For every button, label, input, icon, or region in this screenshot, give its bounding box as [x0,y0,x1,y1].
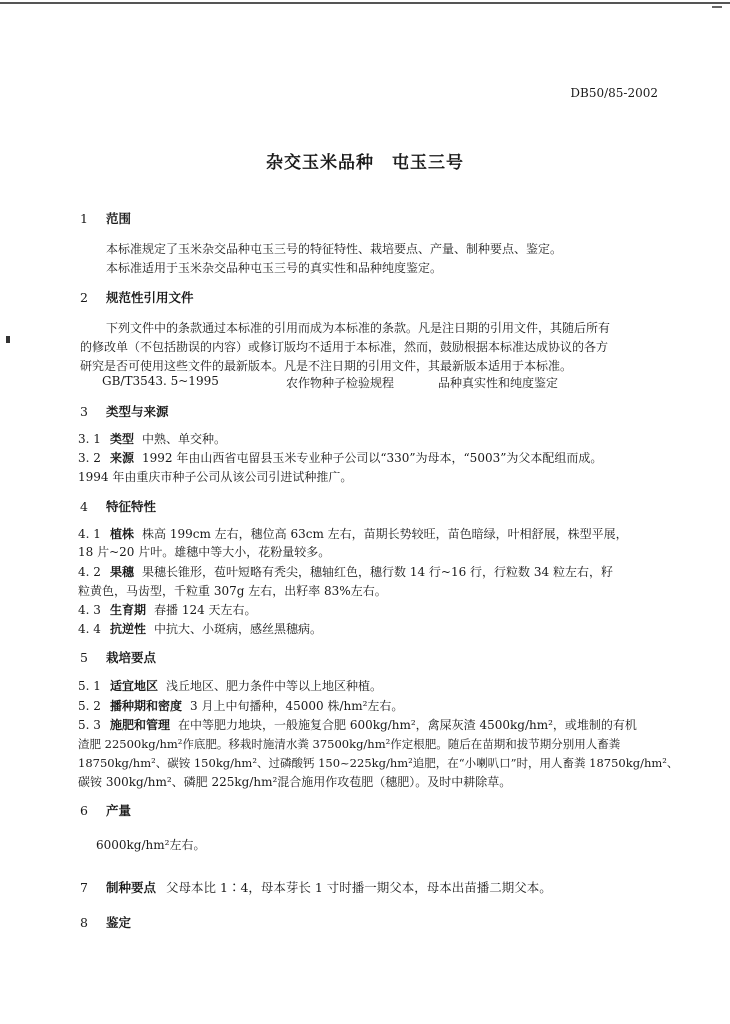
clause-continuation: 碳铵 300kg/hm²、磷肥 225kg/hm²混合施用作攻苞肥（穗肥）。及时中耕除草。 [78,775,512,789]
scan-top-edge [0,2,730,4]
clause-text: 1992 年由山西省屯留县玉米专业种子公司以“330”为母本，“5003”为父本配组而成。 [142,451,603,465]
paragraph: 本标准规定了玉米杂交品种屯玉三号的特征特性、栽培要点、产量、制种要点、鉴定。 [106,242,563,256]
section-number: 1 [80,211,88,226]
scan-speck [6,336,10,343]
paragraph-line: 下列文件中的条款通过本标准的引用而成为本标准的条款。凡是注日期的引用文件，其随后所有 [106,321,611,335]
clause-continuation: 渣肥 22500kg/hm²作底肥。移栽时施清水粪 37500kg/hm²作定根肥。随后在苗期和拔节期分别用人畜粪 [78,737,621,751]
clause-title: 抗逆性 [110,622,147,636]
clause-continuation: 粒黄色，马齿型，千粒重 307g 左右，出籽率 83%左右。 [78,584,387,598]
section-5-heading [80,648,156,666]
section-number: 4 [80,499,88,514]
paragraph: 本标准适用于玉米杂交品种屯玉三号的真实性和品种纯度鉴定。 [106,261,443,275]
clause-4-3 [78,600,257,620]
clause-4-1 [78,524,628,544]
clause-text: 中熟、单交种。 [142,432,227,446]
clause-number: 3. 1 [78,432,101,446]
section-number: 7 [80,880,88,895]
clause-5-2 [78,696,403,716]
paragraph-line: 的修改单（不包括勘误的内容）或修订版均不适用于本标准，然而，鼓励根据本标准达成协议的各方 [80,340,609,354]
section-number: 3 [80,404,88,419]
document-number: DB50/85-2002 [570,86,658,100]
section-title: 规范性引用文件 [106,290,194,305]
clause-5-1 [78,676,382,696]
clause-3-1 [78,429,226,449]
section-title: 制种要点 [106,880,157,895]
section-2-heading [80,288,194,306]
section-number: 2 [80,290,88,305]
clause-number: 4. 1 [78,527,101,541]
clause-5-3 [78,715,637,735]
clause-number: 4. 4 [78,622,101,636]
section-title: 范围 [106,211,132,226]
clause-number: 3. 2 [78,451,101,465]
section-number: 8 [80,915,88,930]
clause-number: 5. 2 [78,699,101,713]
section-number: 6 [80,803,88,818]
section-7-heading [80,878,552,896]
clause-text: 中抗大、小斑病，感丝黑穗病。 [154,622,323,636]
clause-title: 类型 [110,432,135,446]
clause-number: 4. 2 [78,565,101,579]
section-text: 父母本比 1∶4，母本芽长 1 寸时播一期父本，母本出苗播二期父本。 [166,880,552,895]
clause-title: 适宜地区 [110,679,159,693]
scan-corner-mark [712,6,722,16]
clause-text: 在中等肥力地块，一般施复合肥 600kg/hm²，禽屎灰渣 4500kg/hm²，或堆制的有机 [178,718,637,732]
clause-text: 株高 199cm 左右，穗位高 63cm 左右，苗期长势较旺，苗色暗绿，叶相舒展，株型平展， [142,527,628,541]
clause-text: 果穗长锥形，苞叶短略有秃尖，穗轴红色，穗行数 14 行~16 行，行粒数 34 粒左右，籽 [142,565,613,579]
clause-continuation: 18750kg/hm²、碳铵 150kg/hm²、过磷酸钙 150~225kg/hm²追肥，在“小喇叭口”时，用人畜粪 18750kg/hm²、 [78,756,679,770]
section-8-heading [80,913,131,931]
section-1-heading [80,209,131,227]
clause-number: 5. 1 [78,679,101,693]
page-title: 杂交玉米品种 屯玉三号 [266,153,464,173]
clause-number: 4. 3 [78,603,101,617]
clause-continuation: 18 片~20 片叶。雄穗中等大小，花粉量较多。 [78,545,331,559]
paragraph-line: 研究是否可使用这些文件的最新版本。凡是不注日期的引用文件，其最新版本适用于本标准。 [80,359,573,373]
clause-title: 播种期和密度 [110,699,183,713]
clause-3-2 [78,448,602,468]
section-title: 鉴定 [106,915,132,930]
clause-continuation: 1994 年由重庆市种子公司从该公司引进试种推广。 [78,470,353,484]
clause-text: 春播 124 天左右。 [154,603,257,617]
clause-number: 5. 3 [78,718,101,732]
section-3-heading [80,402,169,420]
section-4-heading [80,497,156,515]
clause-4-4 [78,619,322,639]
section-title: 类型与来源 [106,404,169,419]
clause-title: 植株 [110,527,135,541]
clause-4-2 [78,562,613,582]
clause-title: 施肥和管理 [110,718,171,732]
standard-name: 农作物种子检验规程 [286,376,395,390]
clause-title: 来源 [110,451,135,465]
paragraph: 6000kg/hm²左右。 [96,838,206,852]
clause-title: 果穗 [110,565,135,579]
clause-text: 浅丘地区、肥力条件中等以上地区种植。 [166,679,383,693]
section-title: 栽培要点 [106,650,157,665]
section-title: 特征特性 [106,499,157,514]
section-title: 产量 [106,803,132,818]
standard-code: GB/T3543. 5~1995 [102,374,219,388]
standard-part: 品种真实性和纯度鉴定 [438,376,559,390]
section-6-heading [80,801,131,819]
section-number: 5 [80,650,88,665]
clause-text: 3 月上中旬播种，45000 株/hm²左右。 [190,699,404,713]
clause-title: 生育期 [110,603,147,617]
